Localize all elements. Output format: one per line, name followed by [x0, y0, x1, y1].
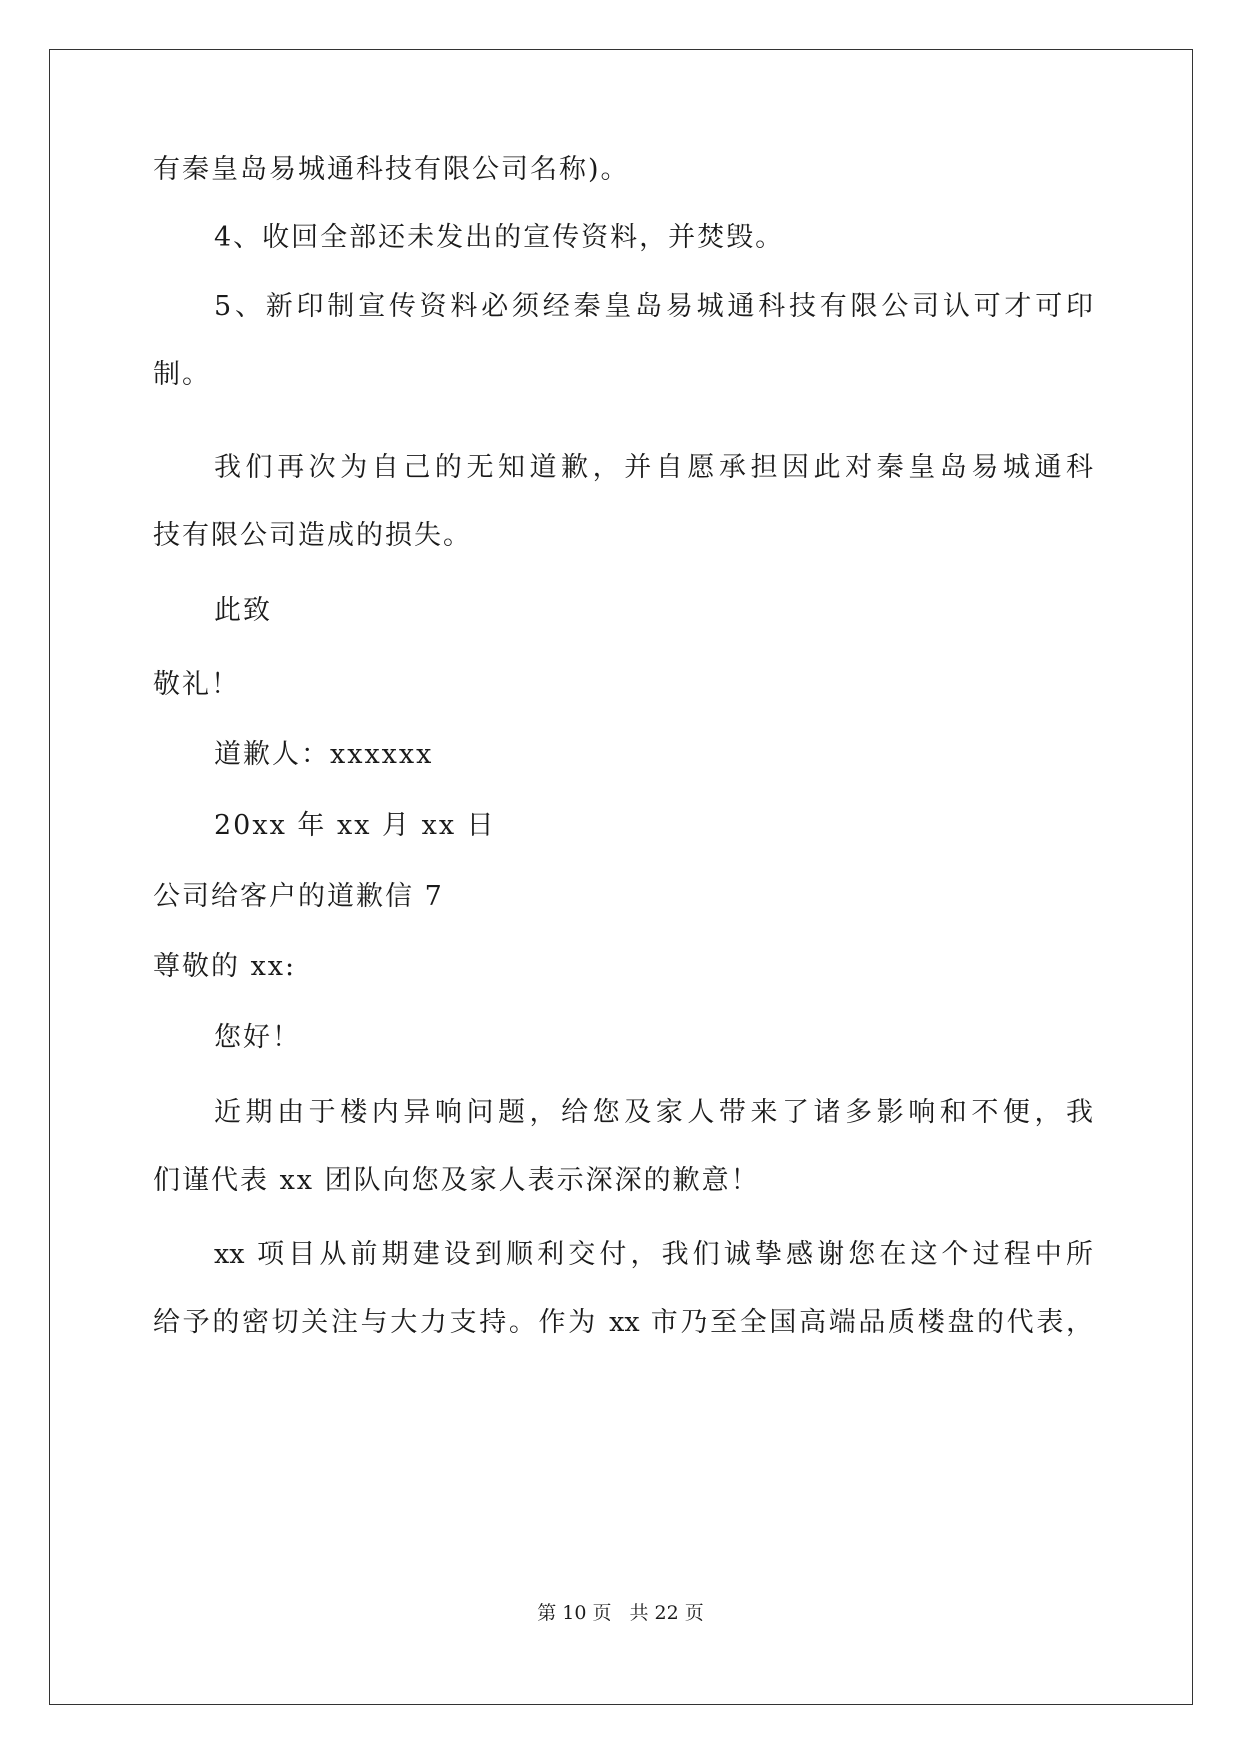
page-number: 第 10 页 [537, 1602, 612, 1624]
text-line: 近期由于楼内异响问题，给您及家人带来了诸多影响和不便，我 [214, 1097, 1093, 1128]
text-line: 此致 [214, 595, 272, 626]
text-line: 公司给客户的道歉信 7 [153, 881, 444, 912]
text-line: 敬礼！ [153, 669, 240, 700]
page-footer [0, 1600, 1241, 1626]
page-total: 共 22 页 [629, 1602, 704, 1624]
text-line: 有秦皇岛易城通科技有限公司名称)。 [153, 154, 630, 185]
text-line: 20xx 年 xx 月 xx 日 [214, 810, 496, 841]
text-line: 技有限公司造成的损失。 [153, 520, 472, 551]
text-line: 4、收回全部还未发出的宣传资料，并焚毁。 [214, 222, 785, 253]
text-line: 们谨代表 xx 团队向您及家人表示深深的歉意！ [153, 1165, 760, 1196]
text-line: 道歉人：xxxxxx [214, 739, 434, 770]
text-line: 我们再次为自己的无知道歉，并自愿承担因此对秦皇岛易城通科 [214, 452, 1093, 483]
text-line: 尊敬的 xx: [153, 951, 297, 982]
text-line: 您好！ [214, 1022, 301, 1053]
text-line: 制。 [153, 359, 211, 390]
text-line: 5、新印制宣传资料必须经秦皇岛易城通科技有限公司认可才可印 [214, 291, 1093, 322]
text-line: 给予的密切关注与大力支持。作为 xx 市乃至全国高端品质楼盘的代表， [153, 1307, 1093, 1338]
text-line: xx 项目从前期建设到顺利交付，我们诚挚感谢您在这个过程中所 [214, 1239, 1093, 1270]
